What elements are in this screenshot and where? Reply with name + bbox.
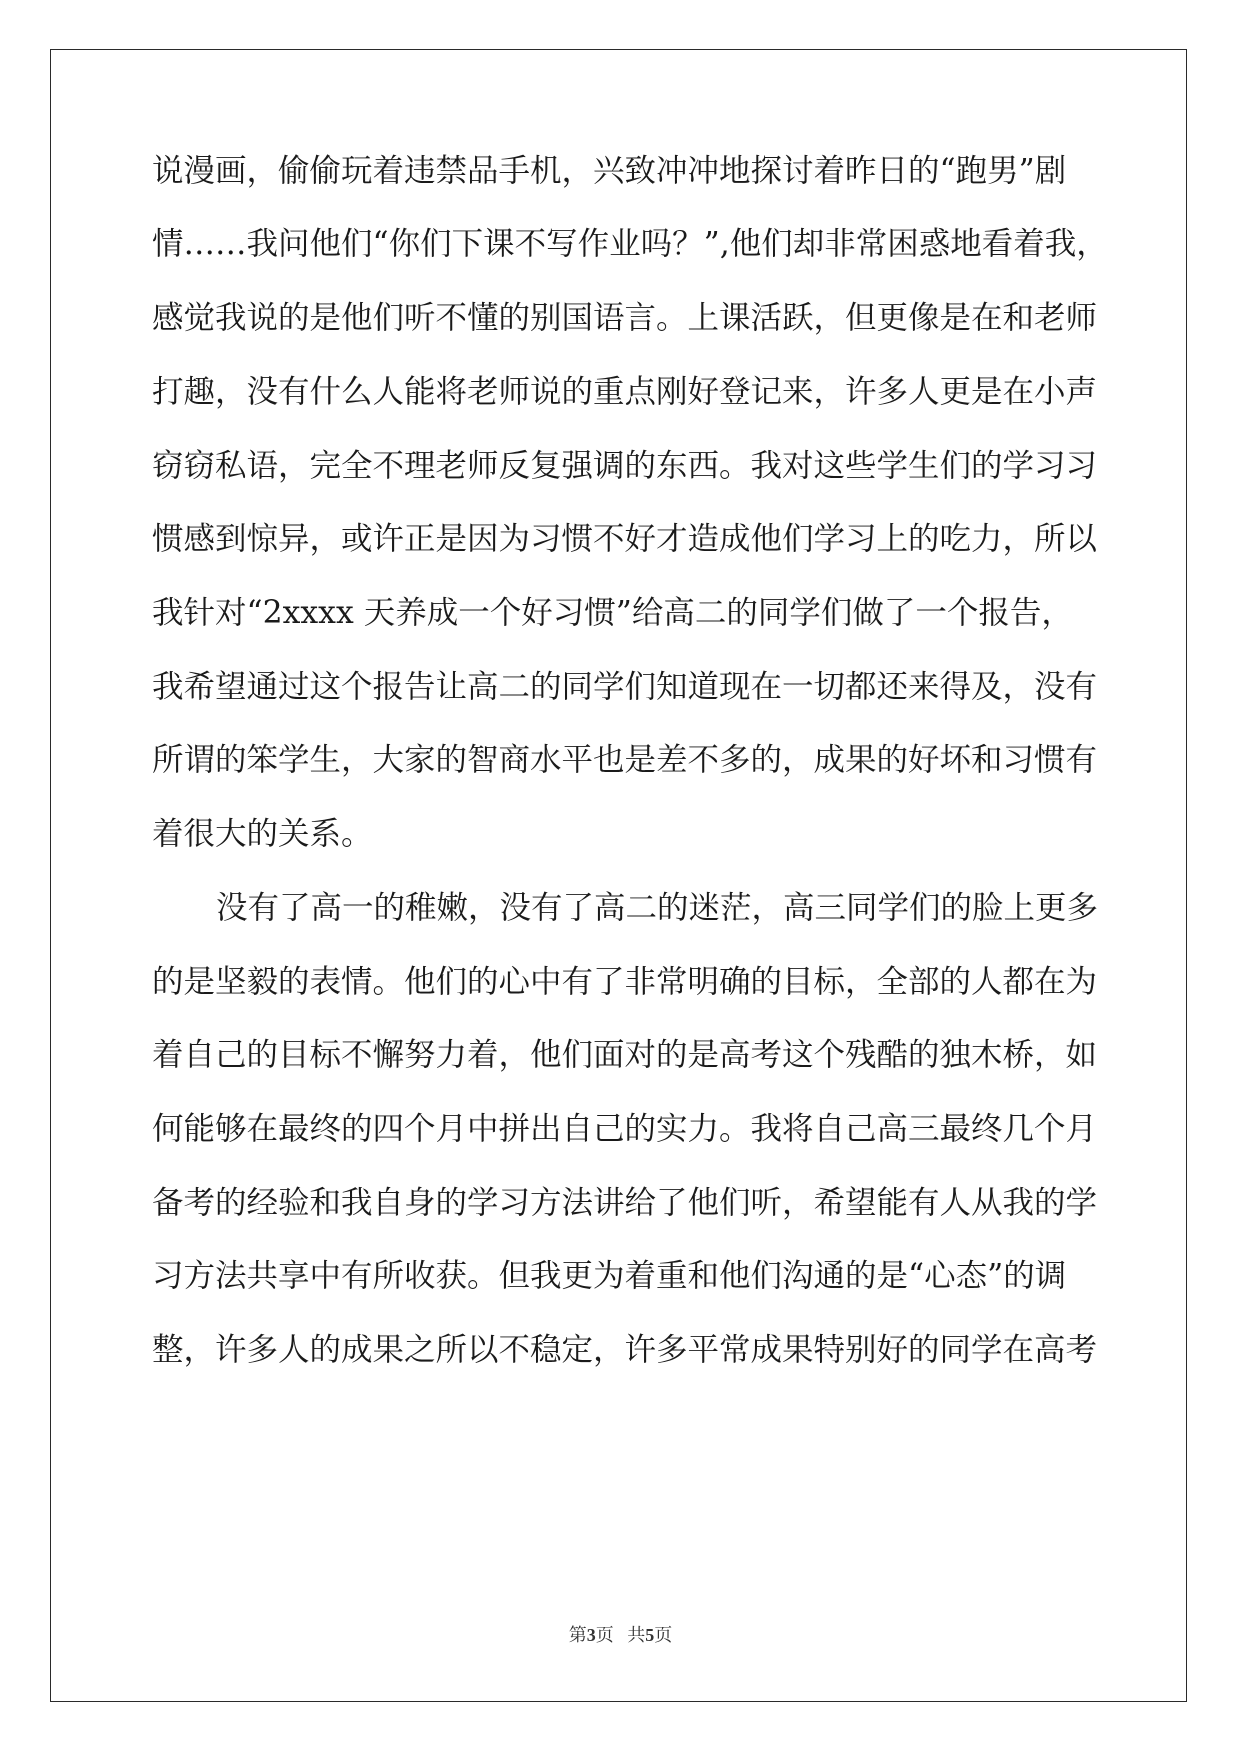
- footer-mid: 页 共: [595, 1625, 646, 1645]
- text-line: 感觉我说的是他们听不懂的别国语言。上课活跃，但更像是在和老师: [152, 300, 1098, 336]
- text-line: 惯感到惊异，或许正是因为习惯不好才造成他们学习上的吃力，所以: [152, 521, 1098, 557]
- text-line: 所谓的笨学生，大家的智商水平也是差不多的，成果的好坏和习惯有: [152, 742, 1098, 778]
- text-line: 打趣，没有什么人能将老师说的重点刚好登记来，许多人更是在小声: [152, 374, 1098, 410]
- text-line: 习方法共享中有所收获。但我更为着重和他们沟通的是“心态”的调: [152, 1258, 1067, 1294]
- page-border: [50, 49, 1187, 1702]
- text-line: 我希望通过这个报告让高二的同学们知道现在一切都还来得及，没有: [152, 669, 1098, 705]
- total-page-number: 5: [645, 1625, 655, 1645]
- text-line: 着自己的目标不懈努力着，他们面对的是高考这个残酷的独木桥，如: [152, 1037, 1098, 1073]
- text-line: 整，许多人的成果之所以不稳定，许多平常成果特别好的同学在高考: [152, 1332, 1098, 1368]
- text-line: 的是坚毅的表情。他们的心中有了非常明确的目标，全部的人都在为: [152, 964, 1098, 1000]
- text-line: 窃窃私语，完全不理老师反复强调的东西。我对这些学生们的学习习: [152, 448, 1098, 484]
- text-line: 情……我问他们“你们下课不写作业吗？”,他们却非常困惑地看着我，: [152, 226, 1108, 262]
- text-line: 说漫画，偷偷玩着违禁品手机，兴致冲冲地探讨着昨日的“跑男”剧: [152, 153, 1067, 189]
- text-line: 着很大的关系。: [152, 816, 373, 852]
- text-line: 备考的经验和我自身的学习方法讲给了他们听，希望能有人从我的学: [152, 1185, 1098, 1221]
- footer-suffix: 页: [654, 1625, 673, 1645]
- paragraph-first-line: 没有了高一的稚嫩，没有了高二的迷茫，高三同学们的脸上更多: [216, 890, 1099, 926]
- current-page-number: 3: [586, 1625, 596, 1645]
- page-number-footer: [0, 1621, 1241, 1647]
- text-line: 我针对“2xxxx 天养成一个好习惯”给高二的同学们做了一个报告，: [152, 595, 1073, 631]
- text-line: 何能够在最终的四个月中拼出自己的实力。我将自己高三最终几个月: [152, 1111, 1098, 1147]
- footer-prefix: 第: [568, 1625, 587, 1645]
